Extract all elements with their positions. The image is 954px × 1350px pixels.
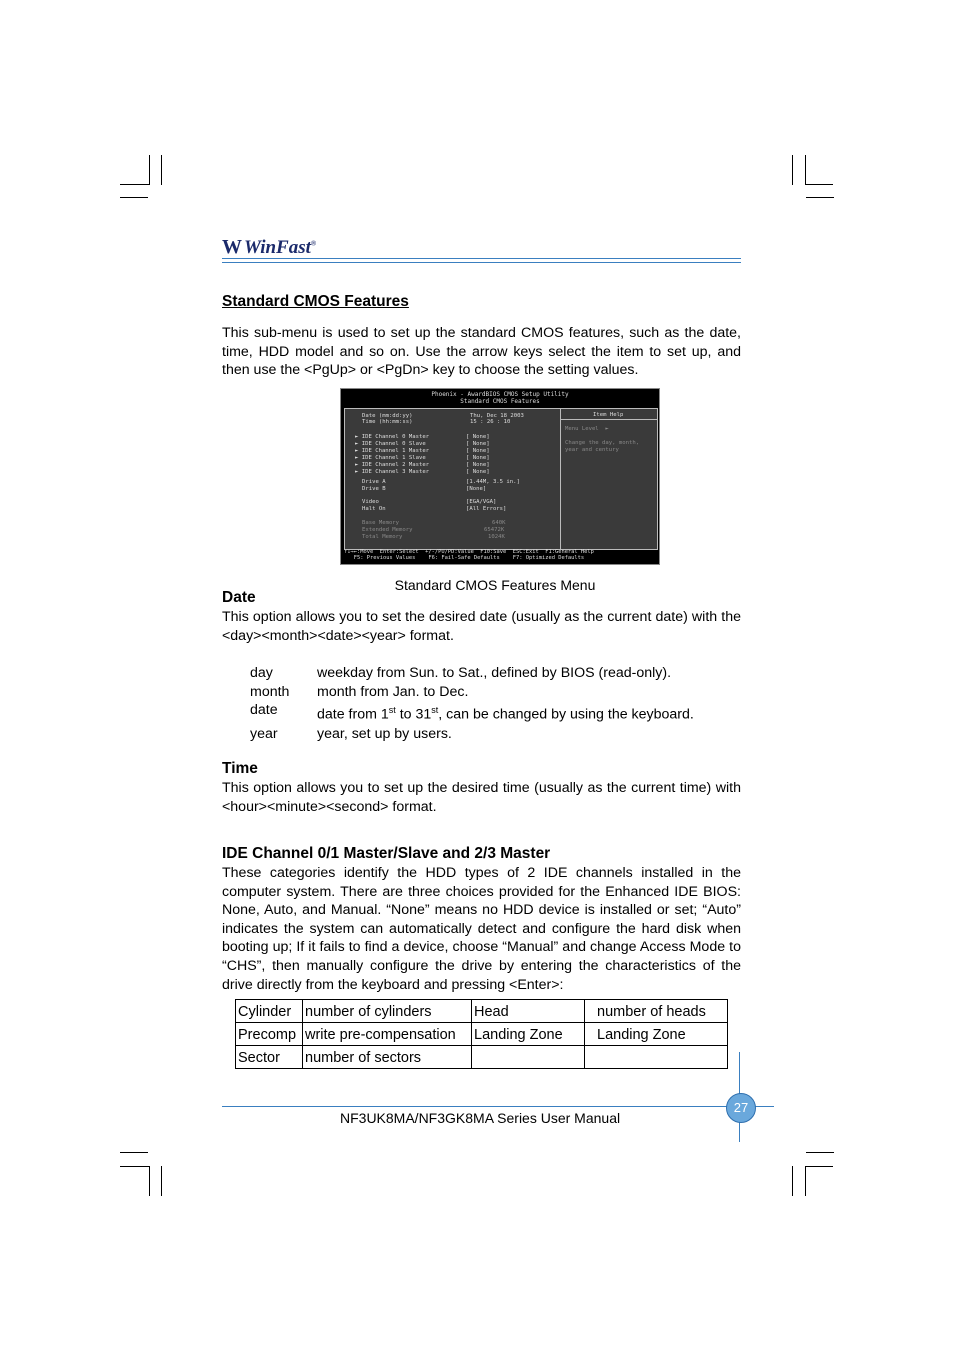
bios-menu-level: Menu Level ► — [565, 426, 609, 432]
bios-label: Drive A — [362, 479, 386, 485]
table-cell: write pre-compensation — [303, 1023, 472, 1046]
bios-help-title: Item Help — [593, 412, 624, 418]
crop-mark — [120, 1152, 148, 1153]
logo-mark: W — [222, 236, 242, 258]
definition-row — [250, 683, 694, 702]
text-part: date from 1 — [317, 706, 389, 723]
bios-label: Halt On — [362, 506, 386, 512]
table-cell — [585, 1046, 728, 1069]
bios-value: [ None] — [466, 469, 490, 475]
bios-value: [All Errors] — [466, 506, 507, 512]
definition-desc: year, set up by users. — [317, 725, 452, 742]
table-cell: Landing Zone — [472, 1023, 585, 1046]
logo-text: WinFast — [244, 237, 311, 258]
bios-value: 65472K — [484, 527, 505, 533]
table-cell: Sector — [236, 1046, 303, 1069]
bios-title: Phoenix - AwardBIOS CMOS Setup Utility — [431, 391, 569, 398]
table-row — [236, 1000, 728, 1023]
table-cell: Landing Zone — [585, 1023, 728, 1046]
bios-label: Time (hh:mm:ss) — [362, 419, 413, 425]
bios-value: [1.44M, 3.5 in.] — [466, 479, 520, 485]
crop-mark — [120, 197, 148, 198]
definition-desc — [317, 701, 694, 724]
table-cell: number of cylinders — [303, 1000, 472, 1023]
bios-help-text: year and century — [565, 447, 619, 453]
table-row — [236, 1046, 728, 1069]
bios-footer-line: ↑↓→←:Move Enter:Select +/-/PU/PD:Value F10:Save ESC:Exit F1:General Help — [344, 549, 594, 555]
text-part: , can be changed by using the keyboard. — [438, 706, 694, 723]
bios-label: Base Memory — [362, 520, 400, 526]
header-rule — [222, 262, 741, 263]
definition-desc: weekday from Sun. to Sat., defined by BIOS (read-only). — [317, 665, 672, 681]
bios-value: [ None] — [466, 434, 490, 440]
text-part: to 31 — [395, 706, 432, 723]
crop-mark — [149, 1166, 150, 1196]
table-cell: Precomp — [236, 1023, 303, 1046]
table-cell: number of sectors — [303, 1046, 472, 1069]
table-cell: number of heads — [585, 1000, 728, 1023]
time-heading: Time — [222, 760, 258, 777]
bios-label: ► IDE Channel 1 Master — [355, 448, 430, 454]
bios-value: 15 : 26 : 10 — [470, 419, 511, 425]
crop-mark — [149, 155, 150, 185]
definition-row — [250, 701, 694, 724]
bios-label: Total Memory — [362, 534, 403, 540]
bios-value: [EGA/VGA] — [466, 499, 497, 505]
bios-value: Thu, Dec 18 2003 — [470, 413, 524, 419]
superscript: st — [431, 705, 439, 716]
crop-mark — [161, 155, 162, 185]
ide-heading: IDE Channel 0/1 Master/Slave and 2/3 Master — [222, 845, 551, 862]
bios-help-text: Change the day, month, — [565, 440, 640, 446]
definition-term: year — [250, 725, 278, 742]
section-title: Standard CMOS Features — [222, 293, 409, 310]
crop-mark — [805, 1166, 806, 1196]
crop-mark — [806, 1152, 834, 1153]
crop-mark — [161, 1166, 162, 1196]
figure-caption: Standard CMOS Features Menu — [394, 577, 596, 593]
bios-label: ► IDE Channel 0 Slave — [355, 441, 426, 447]
footer-rule — [222, 1106, 774, 1107]
table-cell — [472, 1046, 585, 1069]
definition-row — [250, 664, 694, 683]
page-number: 27 — [726, 1093, 756, 1123]
bios-subtitle: Standard CMOS Features — [460, 398, 540, 405]
superscript: st — [388, 705, 396, 716]
logo-registered: ® — [310, 239, 317, 248]
bios-value: 640K — [492, 520, 506, 526]
bios-value: [ None] — [466, 455, 490, 461]
bios-value: [ None] — [466, 441, 490, 447]
drive-parameters-table — [235, 999, 728, 1069]
winfast-logo — [222, 236, 316, 259]
bios-screenshot — [340, 388, 660, 565]
crop-mark — [120, 1166, 150, 1167]
bios-label: ► IDE Channel 3 Master — [355, 469, 430, 475]
table-row — [236, 1023, 728, 1046]
definition-desc: month from Jan. to Dec. — [317, 683, 469, 700]
crop-mark — [805, 155, 806, 185]
date-definitions — [250, 664, 694, 743]
table-cell: Cylinder — [236, 1000, 303, 1023]
bios-label: ► IDE Channel 1 Slave — [355, 455, 426, 461]
bios-frame — [344, 408, 658, 550]
bios-label: Date (mm:dd:yy) — [362, 413, 413, 419]
definition-term: date — [250, 702, 278, 719]
bios-footer-line: F5: Previous Values F6: Fail-Safe Defaults F7: Optimized Defaults — [344, 555, 585, 562]
bios-label: Extended Memory — [362, 527, 413, 533]
ide-text: These categories identify the HDD types of 2 IDE channels installed in the computer system. There are three choices provided for the Enhanced IDE BIOS: None, Auto, and Manual. “None” means no HDD device is installed or set; “Auto” indicates the system can automatically detect and configure the hard disk when booting up; If it fails to find a device, choose “Manual” and change Access Mode to “CHS”, then manually configure the drive by entering the characteristics of the drive directly from the keyboard and pressing <Enter>: — [222, 865, 741, 993]
crop-mark — [792, 155, 793, 185]
bios-label: ► IDE Channel 2 Master — [355, 462, 430, 468]
date-heading: Date — [222, 589, 256, 606]
bios-value: 1024K — [488, 534, 505, 540]
section-intro: This sub-menu is used to set up the standard CMOS features, such as the date, time, HDD model and so on. Use the arrow keys select the item to set up, and then use the <PgUp> or <PgDn> key to choose the setting values. — [222, 325, 741, 379]
manual-title: NF3UK8MA/NF3GK8MA Series User Manual — [340, 1110, 621, 1126]
crop-mark — [805, 1166, 833, 1167]
definition-term: month — [250, 683, 290, 700]
crop-mark — [805, 184, 833, 185]
definition-term: day — [250, 665, 273, 681]
time-text: This option allows you to set up the desired time (usually as the current time) with <hour><minute><second> format. — [222, 780, 741, 815]
bios-label: ► IDE Channel 0 Master — [355, 434, 430, 440]
bios-label: Video — [362, 499, 379, 505]
bios-footer — [344, 549, 656, 562]
date-text: This option allows you to set the desired date (usually as the current date) with the <day><month><date><year> format. — [222, 609, 741, 644]
crop-mark — [792, 1166, 793, 1196]
bios-value: [None] — [466, 486, 487, 492]
crop-mark — [120, 184, 150, 185]
header-rule — [222, 258, 741, 259]
bios-label: Drive B — [362, 486, 386, 492]
table-cell: Head — [472, 1000, 585, 1023]
bios-value: [ None] — [466, 462, 490, 468]
definition-row — [250, 725, 694, 744]
crop-mark — [806, 197, 834, 198]
bios-value: [ None] — [466, 448, 490, 454]
